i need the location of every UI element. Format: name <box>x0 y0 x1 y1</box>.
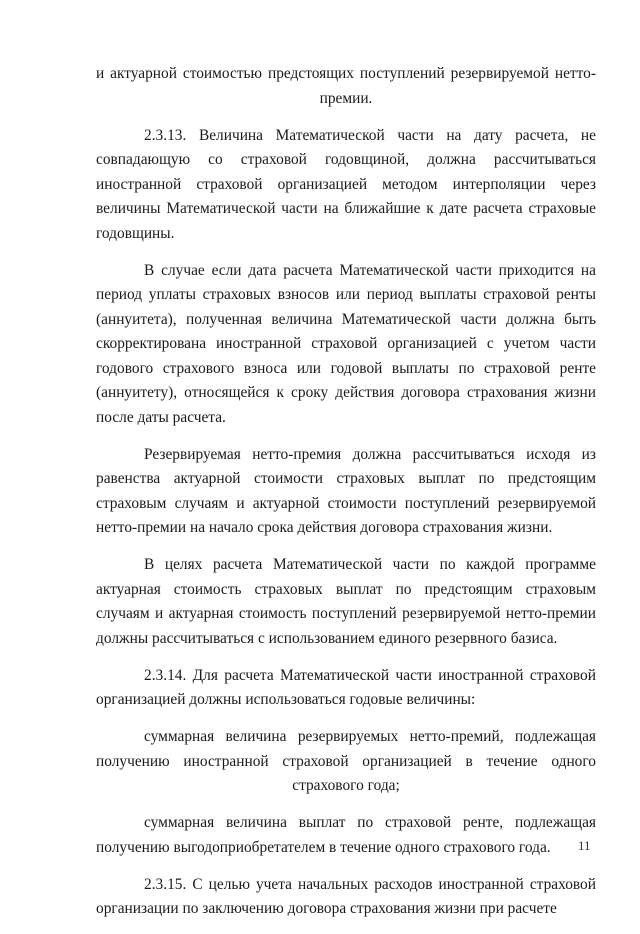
page-number: 11 <box>578 838 591 853</box>
document-body <box>96 62 596 934</box>
paragraph-calculation-date: В случае если дата расчета Математической части приходится на период уплаты страховых взносов или период выплаты страховой ренты (аннуитета), полученная величина Математической части должна быть скорректирована иностранной страховой организацией с учетом части годового страхового взноса или годовой выплаты по страховой ренте (аннуитету), относящейся к сроку действия договора страхования жизни после даты расчета. <box>96 261 596 426</box>
paragraph-reserve-basis: В целях расчета Математической части по каждой программе актуарная стоимость страховых выплат по предстоящим страховым случаям и актуарная стоимость поступлений резервируемой нетто-премии должны рассчитываться с использованием единого резервного базиса. <box>96 556 596 647</box>
paragraph-net-premium: Резервируемая нетто-премия должна рассчитываться исходя из равенства актуарной стоимости страховых выплат по предстоящим страховым случаям и актуарной стоимости поступлений резервируемой нетто-премии на начало срока действия договора страхования жизни. <box>96 445 596 536</box>
paragraph-list-item-annuity: суммарная величина выплат по страховой ренте, подлежащая получению выгодоприобретателем в течение одного страхового года. <box>96 814 596 856</box>
paragraph-continuation: и актуарной стоимостью предстоящих поступлений резервируемой нетто-премии. <box>96 65 596 107</box>
paragraph-2-3-15: 2.3.15. С целью учета начальных расходов иностранной страховой организации по заключению договора страхования жизни при расчете <box>96 875 596 917</box>
paragraph-list-item-premiums: суммарная величина резервируемых нетто-премий, подлежащая получению иностранной страховой организацией в течение одного страхового года; <box>96 728 596 794</box>
paragraph-2-3-14: 2.3.14. Для расчета Математической части иностранной страховой организацией должны использоваться годовые величины: <box>96 666 596 708</box>
paragraph-2-3-13: 2.3.13. Величина Математической части на дату расчета, не совпадающую со страховой годовщиной, должна рассчитываться иностранной страховой организацией методом интерполяции через величины Математической части на ближайшие к дате расчета страховые годовщины. <box>96 126 596 242</box>
